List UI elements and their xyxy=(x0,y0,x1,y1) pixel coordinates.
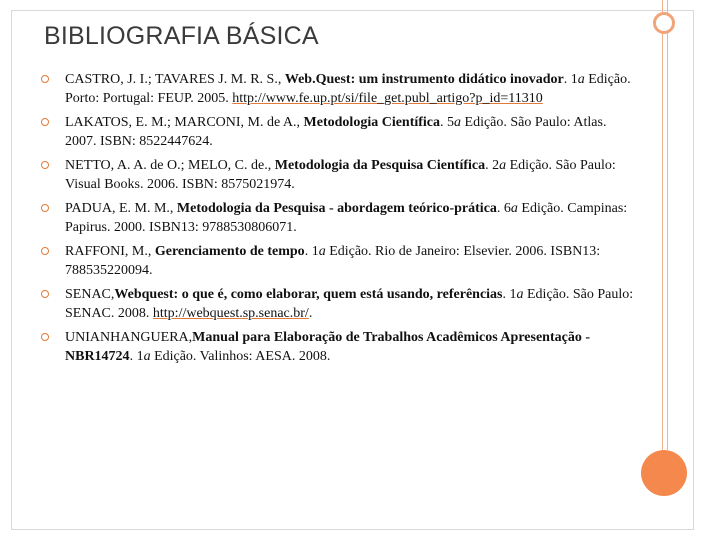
ref-edition-number: . 6 xyxy=(496,201,511,216)
reference-list xyxy=(41,70,636,371)
ref-edition-number: . 5 xyxy=(440,115,455,130)
decorative-ring xyxy=(653,12,675,34)
ref-work: Manual para Elaboração de Trabalhos Acadêmicos Apresentação - NBR14724 xyxy=(65,330,590,364)
ref-details: Edição. São Paulo: SENAC. 2008. xyxy=(65,287,634,321)
ref-edition-number: . 1 xyxy=(502,287,517,302)
ref-work: Gerenciamento de tempo xyxy=(154,244,305,259)
ref-work: Metodologia da Pesquisa - abordagem teórico-prática xyxy=(176,201,497,216)
decorative-vertical-line xyxy=(662,0,668,450)
ref-edition-suffix: a xyxy=(454,115,462,130)
list-item xyxy=(41,285,636,323)
ref-link[interactable]: http://www.fe.up.pt/si/file_get.publ_artigo?p_id=11310 xyxy=(232,91,543,106)
ref-work: Web.Quest: um instrumento didático inovador xyxy=(284,72,564,87)
ref-work: Webquest: o que é, como elaborar, quem está usando, referências xyxy=(114,287,503,302)
bullet-icon xyxy=(41,75,49,83)
list-item xyxy=(41,199,636,237)
bullet-icon xyxy=(41,118,49,126)
ref-work: Metodologia da Pesquisa Científica xyxy=(274,158,486,173)
bullet-icon xyxy=(41,204,49,212)
slide-title: BIBLIOGRAFIA BÁSICA xyxy=(44,22,319,50)
ref-authors: PADUA, E. M. M., xyxy=(65,201,177,216)
ref-details: Edição. Rio de Janeiro: Elsevier. 2006. ISBN13: 788535220094. xyxy=(65,244,601,278)
ref-edition-suffix: a xyxy=(510,201,518,216)
ref-work: Metodologia Científica xyxy=(303,115,441,130)
bullet-icon xyxy=(41,333,49,341)
ref-edition-number: . 1 xyxy=(563,72,578,87)
ref-edition-number: . 1 xyxy=(129,349,144,364)
ref-edition-suffix: a xyxy=(577,72,585,87)
ref-link[interactable]: http://webquest.sp.senac.br/ xyxy=(152,306,309,321)
ref-authors: LAKATOS, E. M.; MARCONI, M. de A., xyxy=(65,115,304,130)
list-item xyxy=(41,156,636,194)
list-item xyxy=(41,242,636,280)
decorative-circle xyxy=(641,450,687,496)
ref-edition-suffix: a xyxy=(499,158,507,173)
list-item xyxy=(41,70,636,108)
bullet-icon xyxy=(41,161,49,169)
ref-edition-suffix: a xyxy=(516,287,524,302)
ref-edition-number: . 2 xyxy=(485,158,500,173)
ref-edition-suffix: a xyxy=(143,349,151,364)
ref-trailing-punctuation: . xyxy=(308,306,313,321)
ref-edition-number: . 1 xyxy=(304,244,319,259)
list-item xyxy=(41,113,636,151)
ref-authors: SENAC, xyxy=(65,287,115,302)
ref-details: Edição. Valinhos: AESA. 2008. xyxy=(150,349,331,364)
ref-details: Edição. São Paulo: Atlas. 2007. ISBN: 8522447624. xyxy=(65,115,607,149)
ref-details: Edição. São Paulo: Visual Books. 2006. ISBN: 8575021974. xyxy=(65,158,616,192)
ref-authors: CASTRO, J. I.; TAVARES J. M. R. S., xyxy=(65,72,285,87)
ref-authors: UNIANHANGUERA, xyxy=(65,330,193,345)
ref-edition-suffix: a xyxy=(318,244,326,259)
ref-authors: RAFFONI, M., xyxy=(65,244,155,259)
bullet-icon xyxy=(41,290,49,298)
ref-details: Edição. Campinas: Papirus. 2000. ISBN13: 9788530806071. xyxy=(65,201,628,235)
list-item xyxy=(41,328,636,366)
ref-details: Edição. Porto: Portugal: FEUP. 2005. xyxy=(65,72,631,106)
bullet-icon xyxy=(41,247,49,255)
ref-authors: NETTO, A. A. de O.; MELO, C. de., xyxy=(65,158,275,173)
